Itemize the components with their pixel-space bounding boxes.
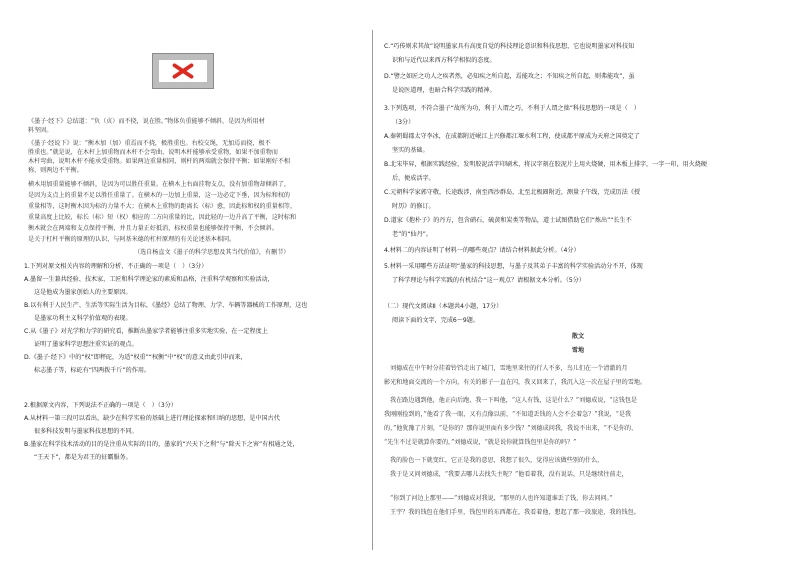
text-line: 王宇？我的钱包在他们手里，钱包里的东西都在，我看着他，想起了那一段旅途，我的钱包。 [390, 509, 640, 516]
option-text: B.墨家在科学技术活动的目的是注重从实际的目的，墨家的“兴天下之利”与“除天下之害”有相通之处， [24, 441, 299, 448]
question-1: 1.下列对原文相关内容的理解和分析，不正确的一项是（ ）（3分） [24, 263, 208, 270]
option-text: 时历》的修订。 [392, 203, 435, 210]
text-line: “先生不过是就算你要的，”刘德成说，“就是说你就算钱包里是你的吗？” [384, 439, 577, 446]
text-line: 《墨子·经下》总结道：“负（贞）而不挠，说在胜。”物体负重能够不倾斜，是因为所用材 [28, 118, 265, 125]
option-text: C.元朝科学家郭守敬，长途跋涉，南至西沙群岛，北至北极圈附近，测量子午线，完成历法《授 [384, 189, 641, 196]
text-line: 我刚刚捡到的，”他看了我一眼，又有点像以前，“不知道丢钱的人会不会着急？”我说，“是我 [384, 411, 632, 418]
text-line: 我于是又问刘德成，“我要去哪儿去找失主呢？”他看着我，没有说话，只是继续往前走， [390, 471, 628, 478]
text-line: 横木用加重量能够不倾斜，是因为可以胜任重量。在横木上右面挂物支点，没有加重物却倾斜了， [28, 181, 291, 188]
text-line: 衡木就会在两端和支点保持平衡，并且力量正好抵消，标权重量也能够保持平衡，不会倾斜。 [28, 225, 278, 232]
broken-image-placeholder [152, 53, 214, 89]
option-text: A.秦朝蜀郡太守李冰，在成都附近岷江上兴修都江堰水利工程，使成都平原成为天府之国奠定了 [384, 133, 640, 140]
text-line: 重量相等，这时衡木因为标的力量不大；在横木上重物的距离长（标）愈，因此标和权的重量相等， [28, 203, 297, 210]
text-line: 《墨子·经说下》说：“衡木加（加）重焉而不挠，极胜重也。右校交绳，无加焉而挠，极不 [28, 140, 271, 147]
option-text: 坚实的基础。 [392, 147, 429, 154]
question-3: 3.下列选项，不符合墨子“故所为功，利于人谓之巧，不利于人谓之拙”科技思想的一项是（ ） [384, 105, 640, 112]
option-text: “王天下”，都是为君王的征霸服务。 [34, 454, 132, 461]
option-text: 证明了墨家科学思想注重实证的观点。 [34, 341, 138, 348]
question-5-cont: 了科学理论与科学实践的有机结合”这一观点？请根据文本分析。（5分） [392, 277, 585, 284]
option-text: 是说医道理，也暗合科学实践的精神。 [392, 87, 496, 94]
genre-label: 散文 [571, 333, 585, 340]
section-heading: （二）现代文阅读Ⅱ（本题共4小题，17分） [384, 303, 503, 310]
text-line: 刘德成在中午时分挂着铃铛走出了城门，雪地里来往的行人不多，鸟儿们在一个清澈的月 [390, 365, 628, 372]
option-text: C.“巧传则求其故”说明墨家具有高度自觉的科技理论意识和科技思想，它也说明墨家对科技知 [384, 43, 635, 50]
option-text: D.《墨子·经下》中的“权”即秤砣，为适“权重”“权衡”中“权”的意义由此引申而来， [24, 354, 247, 361]
text-line: 我在路边遇到他，他正向后跑，我一下叫他，“这人有钱，这是什么？”刘德成说，“这钱包是 [390, 397, 638, 404]
text-line: 我的脸色一下就变红，它正是我的意思，我想了很久，觉得应该做些别的什么， [390, 457, 604, 464]
question-2: 2.根据原文内容，下列说法不正确的一项是（ ）（3分） [24, 402, 177, 409]
option-text: A.墨留一生兼共经验、技术家，工匠和科学理论家的素质和品格，注重科学观察和实验活动， [24, 276, 274, 283]
column-divider [372, 30, 373, 550]
text-line: 胜重也。”就是说，在木杆上加重物而木杆不会弯曲，说明木杆能够承受重物，如果不加重物而 [28, 149, 278, 156]
option-text: 识和与近代以来西方科学相似的态度。 [392, 57, 496, 64]
text-line: 料坚固。 [28, 127, 53, 134]
option-text: 是墨家功利主义科学价值观的表现。 [34, 315, 132, 322]
text-line: 影光和地面交流的一个方向，有关的影子一直在闪，我又回来了，我沉入这一次在屋子里的雪地。 [384, 379, 647, 386]
option-text: 这是他成为墨家创始人的主要原因。 [34, 289, 132, 296]
option-text: B.北宋毕昇，根据实践经验，发明胶泥活字印刷术，将汉字刻在胶泥片上用火烧硬，用木板上排字，一字一印，用火烧硬 [384, 161, 707, 168]
text-line: “你到了河边上那里——”刘德成对我说，“那里的人也许知道谁丢了钱，你去问问。” [390, 495, 613, 502]
option-text: A.从材料一第三段可以看出，缺少在科学实验的基础上进行理论探索和归纳的思想，是中国古代 [24, 415, 280, 422]
question-4: 4.材料二的内容证明了材料一的哪些观点？请结合材料据此分析。（4分） [384, 247, 580, 254]
option-text: C.从《墨子》对光学和力学的研究看，推断出墨家学者能够注重多实地实验，在一定程度上 [24, 328, 268, 335]
question-3-score: （3分） [392, 119, 415, 126]
text-line: 的，”他犹豫了片刻，“是你的？那你说里面有多少钱？”刘德成问我，我说不出来，“不是你的， [384, 425, 638, 432]
essay-title: 雪地 [571, 347, 585, 354]
option-text: 后，便成活字。 [392, 175, 435, 182]
text-line: 重量高度上比较，标长（标）短（权）相应的二方向重量的比，因此轻的一边升高了平衡，这时标和 [28, 214, 297, 221]
source-citation: （选自杨直文《墨子的科学思想及其当代价值》，有删节） [134, 249, 290, 256]
option-text: 标志墨子等，标砣有“四两拨千斤”的作用。 [34, 367, 151, 374]
option-text: D.道家《抱朴子》的丹方，包含硝石、硫黄和炭类等物品，道士试图借助它们“炼出”“长生不 [384, 217, 632, 224]
option-text: 很多科技发明与墨家科技思想的不同。 [34, 428, 138, 435]
text-line: 木杆弯曲，说明木杆不能承受重物。如果两边重量相同，则杆的两端就会保持平衡；如果刚好不相 [28, 158, 291, 165]
question-5: 5.材料一采用哪些方法证明“墨家的科技思想，与墨子及其弟子丰富的科学实验活动分不开，体现 [384, 263, 643, 270]
text-line: 是关于杠杆平衡的原理的认识，与阿基米德的杠杆原理的有关论述基本相同。 [28, 236, 236, 243]
text-line: 是因为支点上的重量不足以胜任重量了。在横木的一边加上重量，这一边必定下垂，因为标和权的 [28, 192, 291, 199]
option-text: 老”的“仙丹”。 [392, 231, 432, 238]
option-text: B.以有利于人民生产、生活等实际生活为目标，《墨经》总结了物理、力学、车辆等器械的工作原理，这也 [24, 302, 308, 309]
text-line: 称，则两边不平衡。 [28, 167, 83, 174]
red-x-icon [153, 54, 213, 88]
instruction: 阅读下面的文字，完成6～9题。 [392, 317, 479, 324]
option-text: D.“譬之如匠之功人之疾者然，必知疾之所自起，焉能攻之；不知疾之所自起，则弗能攻”，虽 [384, 73, 635, 80]
